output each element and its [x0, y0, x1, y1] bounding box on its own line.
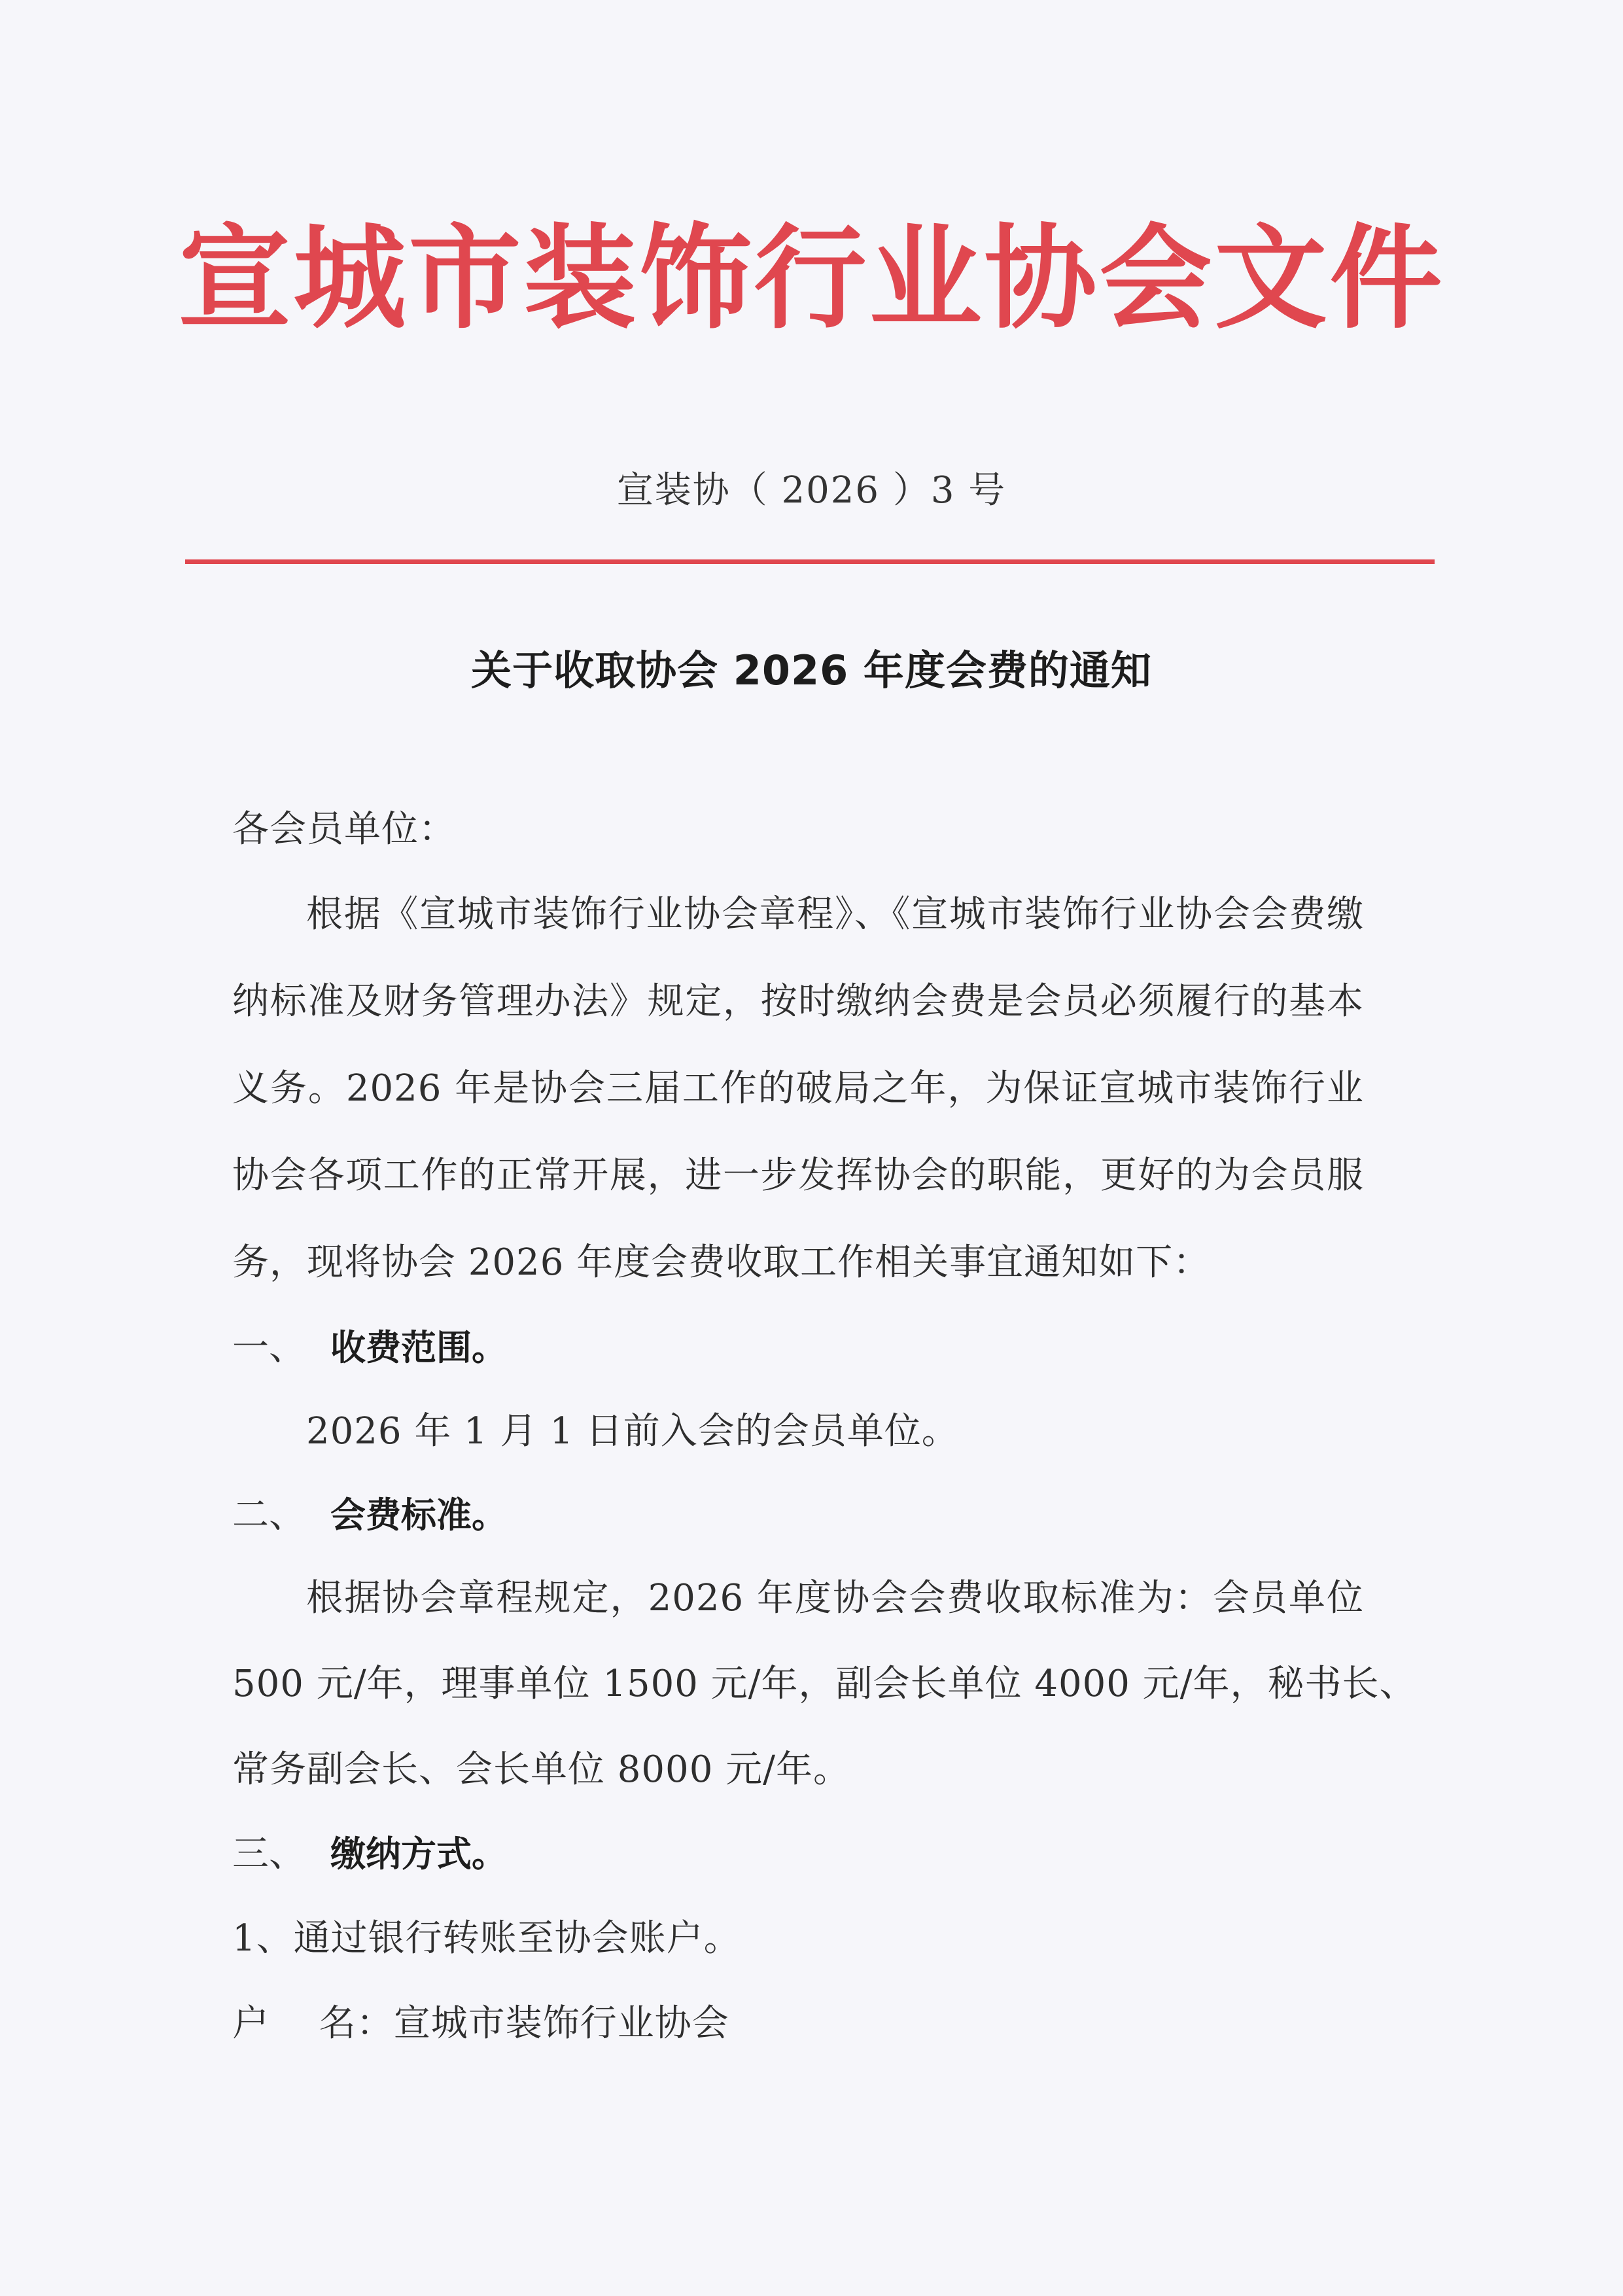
intro-line: 纳标准及财务管理办法》规定，按时缴纳会费是会员必须履行的基本 — [232, 980, 1364, 1023]
account-name-line: 户 名：宣城市装饰行业协会 — [232, 2002, 729, 2045]
section-number: 三、 — [232, 1833, 305, 1875]
section-heading: 收费范围。 — [330, 1327, 507, 1368]
section-line: 1、通过银行转账至协会账户。 — [232, 1917, 741, 1960]
issuer-header-title: 宣城市装饰行业协会文件 — [178, 211, 1445, 344]
section-line: 根据协会章程规定，2026 年度协会会费收取标准为：会员单位 — [306, 1577, 1364, 1619]
document-number: 宣装协（ 2026 ）3 号 — [616, 469, 1007, 512]
salutation: 各会员单位： — [232, 808, 456, 851]
intro-line: 协会各项工作的正常开展，进一步发挥协会的职能，更好的为会员服 — [232, 1154, 1364, 1197]
intro-line: 义务。2026 年是协会三届工作的破局之年，为保证宣城市装饰行业 — [232, 1067, 1364, 1110]
intro-line: 务，现将协会 2026 年度会费收取工作相关事宜通知如下： — [232, 1241, 1211, 1284]
notice-title: 关于收取协会 2026 年度会费的通知 — [471, 646, 1152, 694]
section-heading: 会费标准。 — [330, 1494, 507, 1536]
section-line: 500 元/年，理事单位 1500 元/年，副会长单位 4000 元/年，秘书长、 — [232, 1663, 1417, 1705]
section-line: 常务副会长、会长单位 8000 元/年。 — [232, 1748, 850, 1791]
section-number: 一、 — [232, 1326, 305, 1369]
section-number: 二、 — [232, 1494, 305, 1536]
red-divider-line — [185, 559, 1435, 564]
section-heading: 缴纳方式。 — [330, 1833, 507, 1875]
section-line: 2026 年 1 月 1 日前入会的会员单位。 — [306, 1410, 959, 1453]
intro-line: 根据《宣城市装饰行业协会章程》、《宣城市装饰行业协会会费缴 — [306, 893, 1364, 936]
